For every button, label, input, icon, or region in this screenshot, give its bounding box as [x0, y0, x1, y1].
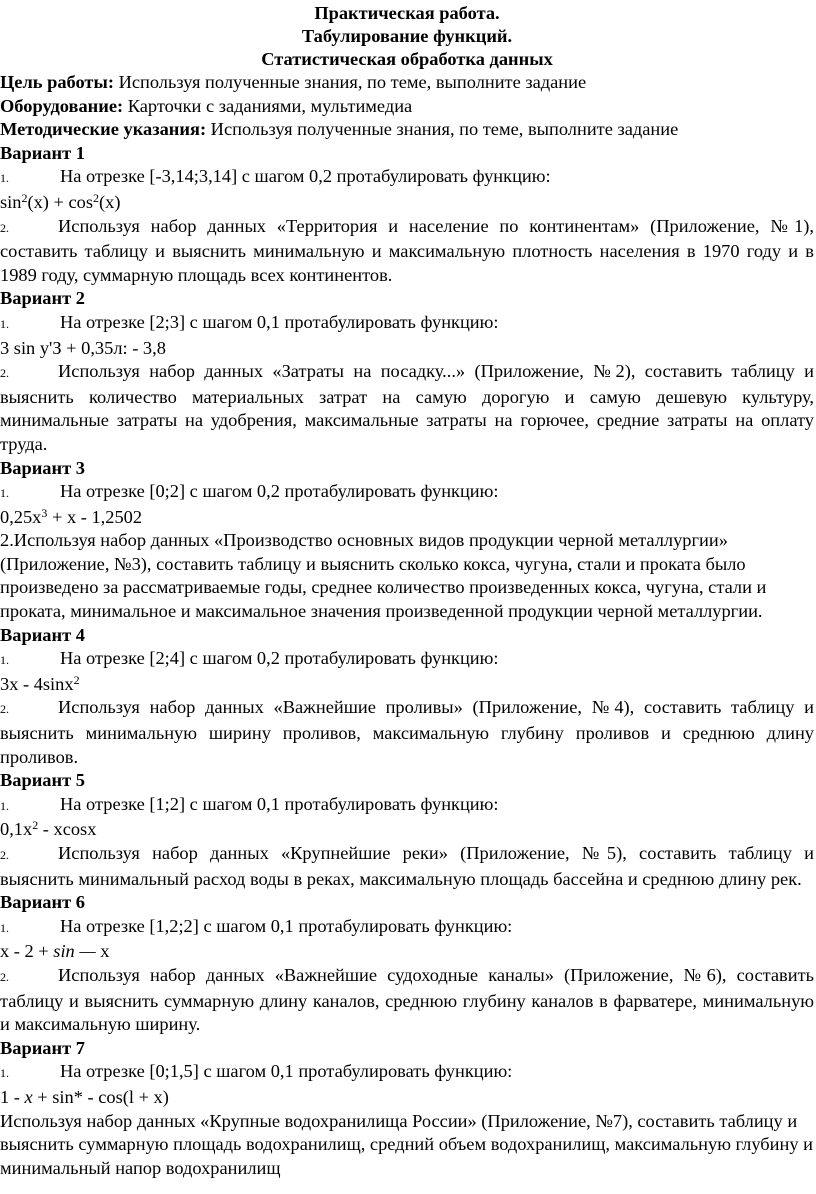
goal-text: Используя полученные знания, по теме, выполните задание: [113, 72, 587, 92]
equipment-line: [0, 95, 814, 119]
variant-4-task-2-text: Используя набор данных «Важнейшие проливы» (Приложение, №4), составить таблицу и выяснить минимальную ширину проливов, максимальную глубину проливов и среднюю длину проливов.: [0, 697, 814, 767]
goal-label: Цель работы:: [0, 72, 114, 92]
variant-2-num-2: 2.: [0, 366, 9, 381]
variant-5-func-b: - xcosx: [38, 819, 97, 840]
variant-7-task-1: [0, 1060, 814, 1086]
variant-1-task-1: [0, 165, 814, 191]
variant-5-func-sup-1: 2: [32, 818, 39, 833]
variant-6-num-1: 1.: [0, 920, 9, 935]
variant-4-function: [0, 673, 814, 697]
variant-3-func-sup-1: 3: [41, 505, 48, 520]
variant-7-task-2: Используя набор данных «Крупные водохранилища России» (Приложение, №7), составить таблицу и выяснить суммарную площадь водохранилищ, средний объем водохранилищ, максимальную глубину и минимальный напор водохранилищ: [0, 1110, 813, 1178]
variant-1-num-2: 2.: [0, 220, 9, 235]
variant-1-func-sup-2: 2: [93, 190, 99, 205]
variant-6-task-1-text: На отрезке [1,2;2] с шагом 0,1 протабулировать функцию:: [60, 915, 513, 936]
variant-1-func-a: sin: [0, 191, 22, 212]
variant-3-task-1: [0, 480, 814, 506]
variant-4-num-2: 2.: [0, 702, 9, 717]
variant-3-func-b: + x - 1,2502: [47, 506, 143, 527]
variant-7-func-italic: x: [24, 1086, 33, 1107]
doc-title-3: Статистическая обработка данных: [261, 49, 553, 69]
variant-3-task-1-text: На отрезке [0;2] с шагом 0,2 протабулировать функцию:: [60, 481, 499, 502]
variant-2-title: Вариант 2: [0, 288, 85, 309]
variant-1-task-2: [0, 215, 814, 288]
variant-1-num-1: 1.: [0, 171, 9, 186]
variant-7-func-a: 1 -: [0, 1086, 25, 1107]
doc-title-1: Практическая работа.: [314, 3, 500, 23]
variant-6-func-b: x: [95, 941, 110, 962]
variant-6-task-2: [0, 964, 814, 1037]
variant-5-task-2-text: Используя набор данных «Крупнейшие реки» (Приложение, №5), составить таблицу и выяснить минимальный расход воды в реках, максимальную площадь бассейна и среднюю длину рек.: [0, 843, 814, 889]
method-text: Используя полученные знания, по теме, выполните задание: [206, 119, 679, 140]
variant-4-num-1: 1.: [0, 653, 9, 668]
variant-5-task-1-text: На отрезке [1;2] с шагом 0,1 протабулировать функцию:: [60, 793, 499, 814]
variant-5-func-a: 0,1x: [0, 819, 33, 840]
variant-5-task-2: [0, 842, 814, 891]
document-page: [0, 2, 814, 1180]
variant-4-func-a: 3x - 4sinx: [0, 673, 74, 694]
variant-6-task-2-text: Используя набор данных «Важнейшие судоходные каналы» (Приложение, №6), составить таблицу и выяснить суммарную длину каналов, среднюю глубину каналов в фарватере, минимальную и максимальную ширину.: [0, 964, 814, 1035]
variant-6-func-italic: sin —: [53, 941, 96, 962]
variant-7-function: [0, 1086, 814, 1110]
variant-7-title: Вариант 7: [0, 1037, 85, 1058]
variant-6-num-2: 2.: [0, 969, 9, 984]
variant-3-func-a: 0,25x: [0, 506, 42, 527]
variant-3-num-1: 1.: [0, 486, 9, 501]
variant-4-title: Вариант 4: [0, 624, 85, 645]
goal-line: [0, 71, 814, 95]
variant-5-title: Вариант 5: [0, 770, 85, 791]
variant-6-function: [0, 940, 814, 964]
variant-3-task-2: 2.Используя набор данных «Производство основных видов продукции черной металлургии» (Приложение, №3), составить таблицу и выяснить сколько кокса, чугуна, стали и проката было произведено за рассматриваемые годы, среднее количество произведенных кокса, чугуна, стали и проката, минимальное и максимальное значения произведенной продукции черной металлургии.: [0, 530, 767, 622]
variant-4-func-sup-1: 2: [73, 672, 80, 687]
variant-5-num-2: 2.: [0, 848, 9, 862]
variant-3-title: Вариант 3: [0, 457, 85, 478]
variant-1-function: [0, 191, 814, 215]
variant-4-task-1-text: На отрезке [2;4] с шагом 0,2 протабулировать функцию:: [60, 648, 499, 669]
variant-2-task-2-text: Используя набор данных «Затраты на посадку...» (Приложение, №2), составить таблицу и выяснить количество материальных затрат на самую дорогую и самую дешевую культуру, минимальные затраты на удобрения, максимальные затраты на горючее, средние затраты на оплату труда.: [0, 361, 814, 454]
method-label: Методические указания:: [0, 119, 207, 140]
variant-6-task-1: [0, 915, 814, 941]
variant-7-func-b: + sin* - cos(l + x): [32, 1086, 169, 1107]
variant-2-task-1: [0, 311, 814, 337]
variant-1-task-2-text: Используя набор данных «Территория и население по континентам» (Приложение, №1), составить таблицу и выяснить минимальную и максимальную плотность населения в 1970 году и в 1989 году, суммарную площадь всех континентов.: [0, 215, 814, 285]
variant-4-task-2: [0, 696, 814, 769]
variant-2-function: 3 sin у'З + 0,35л: - 3,8: [0, 337, 166, 358]
variant-7-task-1-text: На отрезке [0;1,5] с шагом 0,1 протабулировать функцию:: [60, 1061, 513, 1082]
variant-3-function: [0, 506, 814, 530]
variant-1-task-1-text: На отрезке [-3,14;3,14] с шагом 0,2 протабулировать функцию:: [60, 166, 551, 187]
method-line: [0, 118, 814, 142]
variant-1-func-b: (x) + cos: [27, 191, 93, 212]
variant-6-func-a: x - 2 +: [0, 941, 54, 962]
variant-2-task-2: [0, 360, 814, 456]
variant-1-func-c: (x): [99, 191, 121, 212]
variant-1-title: Вариант 1: [0, 142, 85, 163]
equipment-text: Карточки с заданиями, мультимедиа: [123, 95, 413, 116]
variant-5-task-1: [0, 793, 814, 819]
variant-5-num-1: 1.: [0, 798, 9, 813]
variant-2-num-1: 1.: [0, 316, 9, 331]
variant-5-function: [0, 818, 814, 842]
variant-6-title: Вариант 6: [0, 892, 85, 913]
variant-2-task-1-text: На отрезке [2;3] с шагом 0,1 протабулировать функцию:: [60, 311, 499, 332]
variant-1-func-sup-1: 2: [21, 190, 28, 205]
variant-7-num-1: 1.: [0, 1066, 9, 1081]
doc-title-2: Табулирование функций.: [301, 26, 513, 46]
equipment-label: Оборудование:: [0, 95, 124, 116]
variant-4-task-1: [0, 647, 814, 673]
